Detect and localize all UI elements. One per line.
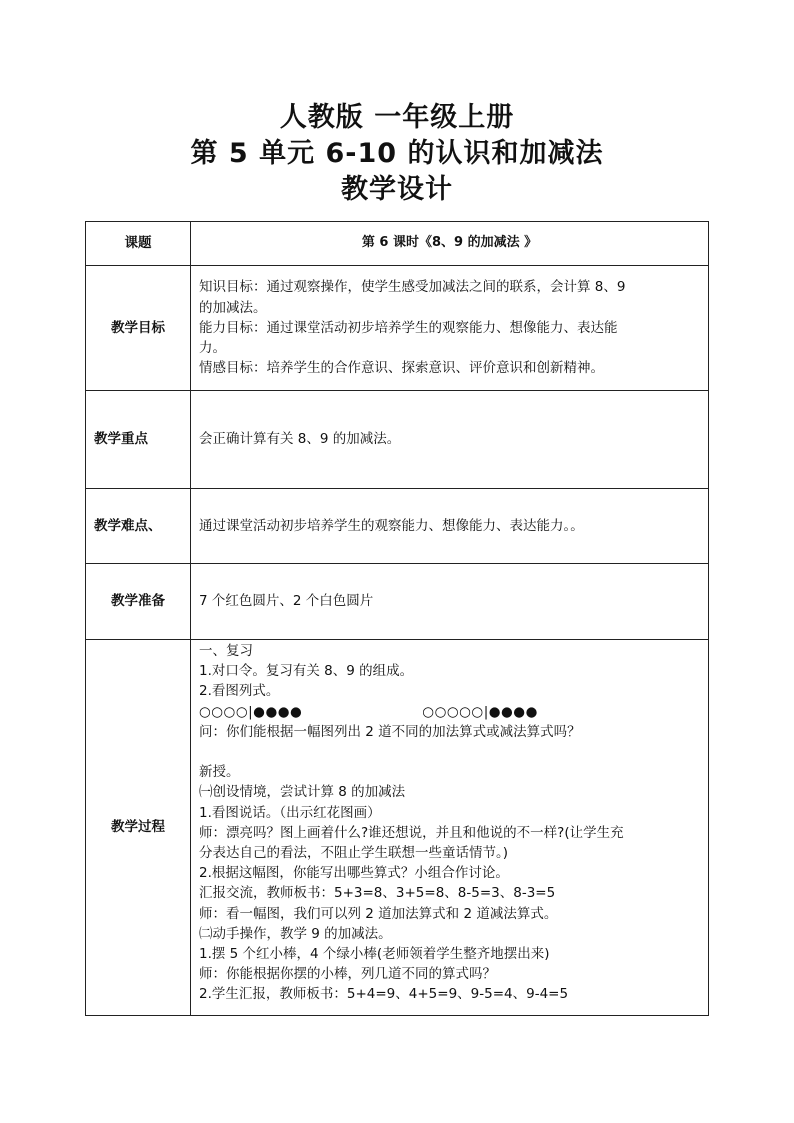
goals-line: 力。 bbox=[199, 340, 226, 357]
prep-value: 7 个红色圆片、2 个白色圆片 bbox=[191, 564, 709, 640]
process-line: 2.根据这幅图，你能写出哪些算式？小组合作讨论。 bbox=[199, 865, 509, 882]
process-line: 一、复习 bbox=[199, 643, 253, 659]
goals-line: 知识目标：通过观察操作，使学生感受加减法之间的联系，会计算 8、9 bbox=[199, 279, 626, 296]
process-line: 师：看一幅图，我们可以列 2 道加法算式和 2 道减法算式。 bbox=[199, 905, 558, 922]
goals-line: 情感目标：培养学生的合作意识、探索意识、评价意识和创新精神。 bbox=[199, 360, 604, 377]
process-cell bbox=[191, 640, 709, 1016]
prep-row bbox=[86, 564, 709, 640]
document-header bbox=[0, 100, 794, 208]
topic-row bbox=[86, 222, 709, 266]
goals-label: 教学目标 bbox=[86, 266, 191, 391]
goals-line: 的加减法。 bbox=[199, 299, 267, 316]
difficulty-label: 教学难点、 bbox=[86, 489, 191, 564]
goals-cell bbox=[191, 266, 709, 391]
process-line: 1.看图说话。（出示红花图画） bbox=[199, 804, 381, 821]
process-line: 师：你能根据你摆的小棒，列几道不同的算式吗？ bbox=[199, 966, 496, 983]
process-line: ㈠创设情境，尝试计算 8 的加减法 bbox=[199, 784, 406, 801]
circle-group-a: ○○○○|●●●● bbox=[199, 703, 303, 720]
process-line: 汇报交流，教师板书：5+3=8、3+5=8、8-5=3、8-3=5 bbox=[199, 885, 556, 902]
process-line: ㈡动手操作，教学 9 的加减法。 bbox=[199, 925, 392, 942]
process-line: 问：你们能根据一幅图列出 2 道不同的加法算式或减法算式吗？ bbox=[199, 723, 581, 740]
lesson-plan-table bbox=[85, 221, 709, 1016]
goals-row bbox=[86, 266, 709, 391]
difficulty-value: 通过课堂活动初步培养学生的观察能力、想像能力、表达能力。。 bbox=[191, 489, 709, 564]
header-line-3: 教学设计 bbox=[341, 174, 453, 205]
focus-label: 教学重点 bbox=[86, 391, 191, 489]
topic-value: 第 6 课时《8、9 的加减法 》 bbox=[191, 222, 709, 266]
focus-value: 会正确计算有关 8、9 的加减法。 bbox=[191, 391, 709, 489]
blank-line bbox=[199, 742, 700, 762]
goals-line: 能力目标：通过课堂活动初步培养学生的观察能力、想像能力、表达能 bbox=[199, 319, 618, 336]
process-line: 2.学生汇报，教师板书：5+4=9、4+5=9、9-5=4、9-4=5 bbox=[199, 986, 569, 1003]
process-line: 1.对口令。复习有关 8、9 的组成。 bbox=[199, 663, 414, 680]
process-line: 2.看图列式。 bbox=[199, 683, 280, 700]
header-line-2: 第 5 单元 6-10 的认识和加减法 bbox=[190, 138, 604, 169]
process-label: 教学过程 bbox=[86, 640, 191, 1016]
difficulty-row bbox=[86, 489, 709, 564]
process-row bbox=[86, 640, 709, 1016]
focus-row bbox=[86, 391, 709, 489]
process-line: 师：漂亮吗？图上画着什么?谁还想说，并且和他说的不一样?(让学生充 bbox=[199, 824, 624, 841]
process-line: 1.摆 5 个红小棒，4 个绿小棒(老师领着学生整齐地摆出来) bbox=[199, 946, 550, 963]
circle-diagram bbox=[199, 702, 700, 722]
prep-label: 教学准备 bbox=[86, 564, 191, 640]
process-line: 新授。 bbox=[199, 764, 240, 781]
header-line-1: 人教版 一年级上册 bbox=[279, 102, 515, 133]
circle-group-b: ○○○○○|●●●● bbox=[422, 703, 538, 720]
process-line: 分表达自己的看法，不阻止学生联想一些童话情节。) bbox=[199, 845, 509, 862]
topic-label: 课题 bbox=[86, 222, 191, 266]
